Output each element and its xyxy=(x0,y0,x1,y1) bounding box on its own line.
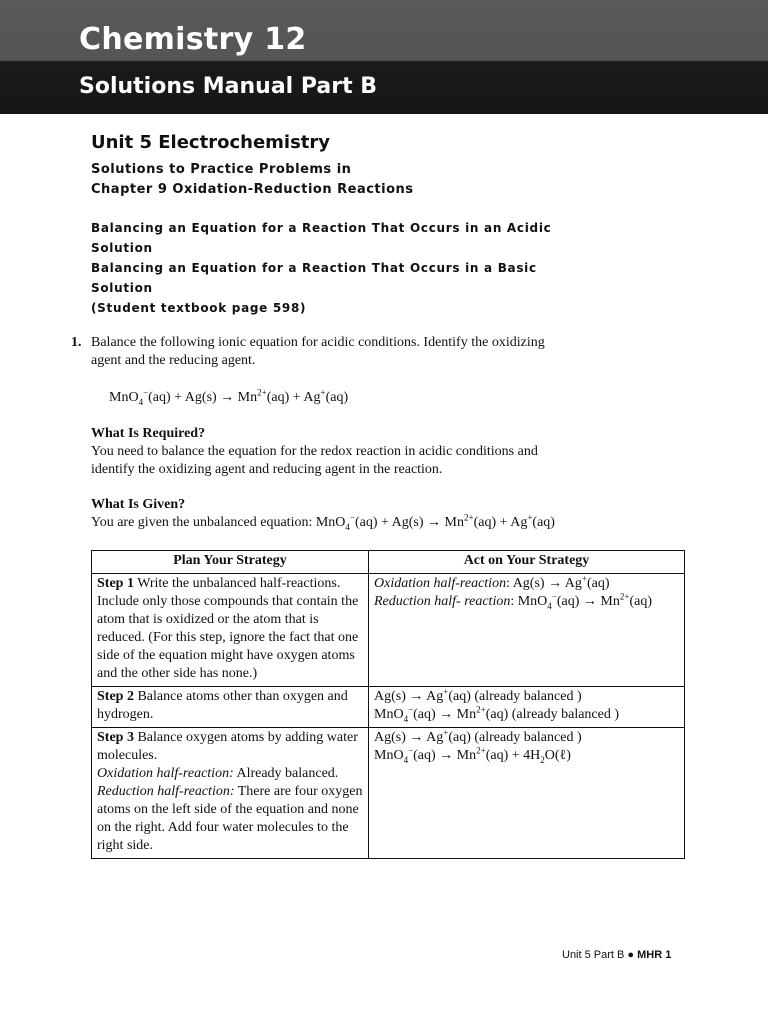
header-act: Act on Your Strategy xyxy=(369,551,685,574)
red-label: Reduction half- reaction xyxy=(374,594,511,609)
eq-sup: − xyxy=(408,704,414,715)
eq-mno4: MnO xyxy=(109,390,139,405)
required-heading: What Is Required? xyxy=(91,426,206,441)
topic-acidic-1: Balancing an Equation for a Reaction That Occurs in an Acidic xyxy=(91,221,552,235)
unit-title: Unit 5 Electrochemistry xyxy=(91,132,331,153)
table-row-step-3 xyxy=(92,728,685,859)
step-3-text: Balance oxygen atoms by adding water molecules. xyxy=(97,730,358,763)
eq-sup: − xyxy=(551,591,557,602)
given-part: (aq) + Ag(s) → Mn xyxy=(354,515,464,530)
step-1-label: Step 1 xyxy=(97,576,134,591)
given-sup: 2+ xyxy=(463,512,474,523)
step-1-act xyxy=(369,574,685,687)
eq-part: (aq) + Ag(s) → Mn xyxy=(148,390,258,405)
problem-text xyxy=(91,334,545,370)
step-3-line-2 xyxy=(374,747,679,765)
topic-basic-1: Balancing an Equation for a Reaction That Occurs in a Basic xyxy=(91,261,537,275)
given-sup: − xyxy=(349,512,355,523)
step-1-oxidation xyxy=(374,575,679,593)
eq-sup: + xyxy=(443,686,449,697)
eq-sub: 4 xyxy=(403,713,409,724)
given-part: (aq) + Ag xyxy=(473,515,528,530)
step-3-ox-text: Already balanced. xyxy=(233,766,339,781)
eq-sub: 4 xyxy=(547,600,552,611)
given-part: (aq) xyxy=(532,515,555,530)
given-equation xyxy=(91,514,555,532)
footer-text: Unit 5 Part B ● xyxy=(562,949,638,961)
eq-part: (aq) (already balanced ) xyxy=(485,707,620,722)
step-2-act xyxy=(369,687,685,728)
eq-sup: + xyxy=(581,573,587,584)
eq-part: MnO xyxy=(374,707,404,722)
table-header-row xyxy=(92,551,685,574)
eq-sup: − xyxy=(408,745,414,756)
topic-basic-2: Solution xyxy=(91,281,153,295)
table-row-step-1 xyxy=(92,574,685,687)
page-reference: (Student textbook page 598) xyxy=(91,301,307,315)
required-line-2: identify the oxidizing agent and reducing agent in the reaction. xyxy=(91,462,443,477)
eq-part: Ag(s) → Ag xyxy=(374,730,444,745)
required-line-1: You need to balance the equation for the redox reaction in acidic conditions and xyxy=(91,444,538,459)
eq-part: (aq) → Mn xyxy=(413,748,477,763)
header-banner xyxy=(0,0,768,114)
step-1-reduction xyxy=(374,593,679,611)
eq-part: (aq) (already balanced ) xyxy=(448,730,582,745)
step-3-plan xyxy=(92,728,369,859)
eq-part: O(ℓ) xyxy=(544,748,571,763)
eq-sup: + xyxy=(443,727,449,738)
step-3-line-1 xyxy=(374,729,679,747)
step-1-plan xyxy=(92,574,369,687)
topic-acidic-2: Solution xyxy=(91,241,153,255)
book-subtitle: Solutions Manual Part B xyxy=(79,74,378,99)
section-line-1: Solutions to Practice Problems in xyxy=(91,162,352,177)
header-plan: Plan Your Strategy xyxy=(92,551,369,574)
eq-sup: 2+ xyxy=(619,591,630,602)
problem-text-line-1: Balance the following ionic equation for acidic conditions. Identify the oxidizing xyxy=(91,335,545,350)
eq-sup: + xyxy=(320,387,326,398)
step-2-line-2 xyxy=(374,706,679,724)
eq-part: MnO xyxy=(374,748,404,763)
step-2-text: Balance atoms other than oxygen and hydrogen. xyxy=(97,689,348,722)
eq-part: (aq) xyxy=(587,576,610,591)
page-footer xyxy=(562,949,671,961)
required-block xyxy=(91,425,538,479)
eq-part: : Ag(s) → Ag xyxy=(506,576,582,591)
eq-part: (aq) + Ag xyxy=(266,390,321,405)
given-part: You are given the unbalanced equation: MnO xyxy=(91,515,346,530)
eq-part: (aq) → Mn xyxy=(413,707,477,722)
section-line-2: Chapter 9 Oxidation-Reduction Reactions xyxy=(91,182,414,197)
problem-text-line-2: agent and the reducing agent. xyxy=(91,353,256,368)
eq-sub: 4 xyxy=(138,396,144,407)
table-row-step-2 xyxy=(92,687,685,728)
step-3-ox-label: Oxidation half-reaction: xyxy=(97,766,234,781)
step-3-red-text: There are four oxygen atoms on the left side of the equation and none on the right. Add four water molecules to the right side. xyxy=(97,784,363,853)
step-3-label: Step 3 xyxy=(97,730,134,745)
problem-equation xyxy=(109,389,348,407)
eq-sup: 2+ xyxy=(476,745,486,756)
section-heading xyxy=(91,160,414,200)
step-2-label: Step 2 xyxy=(97,689,134,704)
strategy-table xyxy=(91,550,685,859)
book-title: Chemistry 12 xyxy=(79,22,307,57)
eq-part: (aq) (already balanced ) xyxy=(448,689,582,704)
eq-part: (aq) → Mn xyxy=(556,594,620,609)
step-3-red-label: Reduction half-reaction: xyxy=(97,784,235,799)
given-block xyxy=(91,496,555,532)
problem-number: 1. xyxy=(71,335,82,350)
step-1-text: Write the unbalanced half-reactions. Include only those compounds that contain the atom that is oxidized or the atom that is reduced. (For this step, ignore the fact that one side of the equation might have oxygen atoms and the other side has none.) xyxy=(97,576,359,681)
eq-sub: 4 xyxy=(403,754,409,765)
eq-part: Ag(s) → Ag xyxy=(374,689,444,704)
given-heading: What Is Given? xyxy=(91,497,186,512)
eq-part: (aq) + 4H xyxy=(485,748,541,763)
eq-part: (aq) xyxy=(629,594,652,609)
step-2-line-1 xyxy=(374,688,679,706)
ox-label: Oxidation half-reaction xyxy=(374,576,507,591)
step-2-plan xyxy=(92,687,369,728)
eq-sub: 2 xyxy=(540,754,545,765)
eq-sup: 2+ xyxy=(476,704,486,715)
footer-page-number: MHR 1 xyxy=(637,949,672,961)
step-3-act xyxy=(369,728,685,859)
topic-headings xyxy=(91,218,551,318)
eq-part: : MnO xyxy=(510,594,548,609)
eq-part: (aq) xyxy=(325,390,349,405)
eq-sup: − xyxy=(143,387,149,398)
eq-sup: 2+ xyxy=(257,387,267,398)
given-sub: 4 xyxy=(345,521,350,532)
given-sup: + xyxy=(527,512,533,523)
